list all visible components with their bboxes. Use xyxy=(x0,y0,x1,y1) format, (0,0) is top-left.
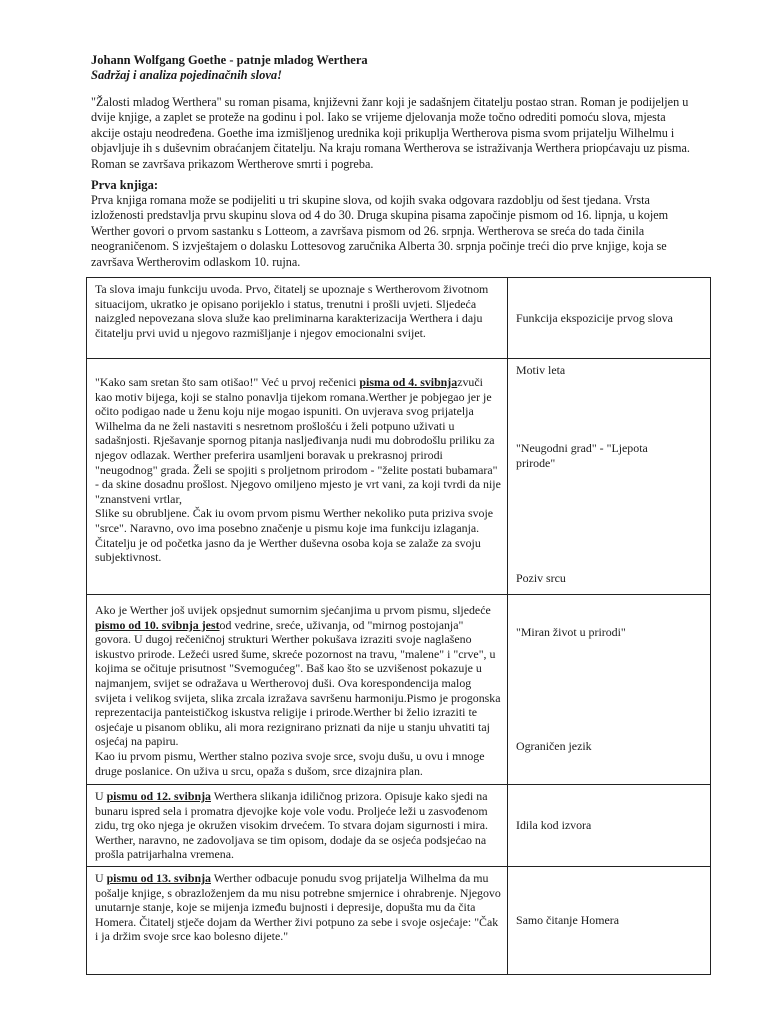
row-text-rest: zvuči kao motiv bijega, koji se stalno ponavlja tijekom romana.Werther je pobjegao jer je očito podigao nade u ženu koju nije mogao ispuniti. On uvjerava svog prijatelja Wilhelma da ne želi nastaviti s nesretnom prošlošću i želi potpuno uživati u sadašnjosti. Rješavanje spornog pitanja nasljeđivanja nudi mu dobrodošlu priliku za njegov odlazak. Werther preferira usamljeni boravak u prekrasnoj prirodi "neugodnog" grada. Želi se spojiti s proljetnom prirodom - "želite postati bubamara" - da skine dosadnu prošlost. Njegovo omiljeno mjesto je vrt vani, za koji tvrdi da nije "znanstveni vrtlar, xyxy=(95,375,501,506)
document-subtitle: Sadržaj i analiza pojedinačnih slova! xyxy=(91,68,283,82)
row-label-text: "Neugodni grad" - "Ljepota prirode" xyxy=(516,441,648,470)
row-label-text: Motiv leta xyxy=(516,363,566,377)
table-row xyxy=(87,595,711,785)
row-label-text: Funkcija ekspozicije prvog slova xyxy=(516,310,673,325)
letter-date-highlight: pisma od 4. svibnja xyxy=(359,375,458,389)
table-row xyxy=(87,866,711,974)
row-text: Ta slova imaju funkciju uvoda. Prvo, čitatelj se upoznaje s Wertherovom životnom situacijom, ukratko je opisano porijeklo i status, trenutni i prošli uvjeti. Sljedeća naizgled nepovezana slova služe kao preliminarna karakterizacija Werthera i daju čitatelju prvi uvid u njegovo razmišljanje i njegov emocionalni svijet. xyxy=(95,282,489,340)
row-description xyxy=(87,785,508,867)
row-text-lead: U xyxy=(95,870,107,885)
row-label-text: Ograničen jezik xyxy=(516,739,592,753)
row-label-text: "Miran život u prirodi" xyxy=(516,625,626,639)
intro-paragraph: "Žalosti mladog Werthera" su roman pisama, književni žanr koji je sadašnjem čitatelju postao stran. Roman je podijeljen u dvije knjige, a zaplet se proteže na godinu i pol. Iako se vrijeme djelovanja može točno odrediti pomoću slova, mjesta akcije ostaju neodređena. Goethe ima izmišljenog urednika koji prikuplja Wertherova pisma svom prijatelju Wilhelmu i objavljuje ih s duševnim obraćanjem čitatelju. Na kraju romana Wertherova se istraživanja Werthera priopćavaju uz pisma. Roman se završava prikazom Wertherove smrti i pogreba. xyxy=(91,95,690,171)
row-text-lead: U xyxy=(95,789,107,803)
row-description xyxy=(87,359,508,595)
row-label-text: Idila kod izvora xyxy=(516,818,592,833)
row-text-lead: "Kako sam sretan što sam otišao!" Već u prvoj rečenici xyxy=(95,375,360,389)
analysis-table xyxy=(86,277,711,975)
section-body: Prva knjiga romana može se podijeliti u tri skupine slova, od kojih svaka odgovara razdoblju od šest tjedana. Vrsta izloženosti predstavlja prvu skupinu slova od 4 do 30. Druga skupina pisama započinje pismom od 16. lipnja, u kojem Werther govori o prvom sastanku s Lotteom, a završava pismom od 26. srpnja. Wertherova se sreća do tada činila neograničenom. S izvještajem o dolasku Lottesovog zaručnika Alberta 30. srpnja počinje treći dio prve knjige, koja se završava Wertherovim odlaskom 10. rujna. xyxy=(91,193,669,269)
table-row xyxy=(87,278,711,359)
row-text-rest: Werther odbacuje ponudu svog prijatelja Wilhelma da mu pošalje knjige, s obrazloženjem da mu nisu potrebne smjernice i ohrabrenje. Njegovo unutarnje stanje, koje se mijenja između bujnosti i depresije, dopušta mu da čita Homera. Čitatelj stječe dojam da Werther živi potpuno za sebe i svoje osjećaje: "Čak i ja držim svoje srce kao bolesno dijete." xyxy=(95,870,501,944)
row-text-rest: Werthera slikanja idiličnog prizora. Opisuje kako sjedi na bunaru ispred sela i promatra djevojke koje vole vodu. Proljeće leži u zasvođenom zidu, trg oko njega je okružen visokim drvećem. To stvara dojam sigurnosti i mira. Werther, naravno, ne zadovoljava se tim opisom, dodaje da se osjeća podsjećao na prošla patrijarhalna vremena. xyxy=(95,789,489,862)
row-text-rest-2: Kao iu prvom pismu, Werther stalno poziva svoje srce, svoju dušu, u ovu i mnoge druge poslanice. On uživa u srcu, opaža s dušom, srce dizajnira plan. xyxy=(95,748,485,778)
row-text-rest-2: Slike su obrubljene. Čak iu ovom prvom pismu Werther nekoliko puta priziva svoje "srce". Naravno, ovo ima posebno značenje u pismu koje ima funkciju izlaganja. Čitatelju je od početka jasno da je Werther duševna osoba koja se zalaže za svoju subjektivnost. xyxy=(95,506,494,565)
row-label-text: Samo čitanje Homera xyxy=(516,913,620,928)
row-label xyxy=(508,785,711,867)
letter-date-highlight: pismo od 10. svibnja jest xyxy=(95,617,220,632)
row-label xyxy=(508,359,711,595)
row-text-lead: Ako je Werther još uvijek opsjednut sumornim sjećanjima u prvom pismu, sljedeće xyxy=(95,603,491,617)
row-label xyxy=(508,595,711,785)
letter-date-highlight: pismu od 12. svibnja xyxy=(106,789,211,803)
row-description xyxy=(87,595,508,785)
section-heading: Prva knjiga: xyxy=(91,178,159,192)
row-label-text: Poziv srcu xyxy=(516,571,566,585)
row-label xyxy=(508,866,711,974)
row-description xyxy=(87,866,508,974)
row-description xyxy=(87,278,508,359)
table-row xyxy=(87,785,711,867)
row-text-rest: od vedrine, sreće, uživanja, od "mirnog postojanja" govora. U dugoj rečeničnoj strukturi Werther pokušava izraziti svoje naglašeno iskustvo prirode. Ležeći usred šume, skreće pozornost na travu, "malene" i "crve", u kojima se očituje prisutnost "Svemogućeg". Baš kao što se uzvišenost pokazuje u najmanjem, svijet se odražava u Wertherovoj duši. Ova korespondencija malog svijeta i velikog svijeta, slika zrcala izražava savršenu harmoniju.Pismo je progonska reprezentacija panteističkog iskustva religije i prirode.Werther bi želio izraziti te osjećaje u pisanom obliku, ali mora rezignirano priznati da nije u stanju uhvatiti taj osjećaj na papiru. xyxy=(95,617,501,749)
document-title: Johann Wolfgang Goethe - patnje mladog Werthera xyxy=(91,53,368,67)
row-label xyxy=(508,278,711,359)
table-row xyxy=(87,359,711,595)
letter-date-highlight: pismu od 13. svibnja xyxy=(106,870,211,885)
